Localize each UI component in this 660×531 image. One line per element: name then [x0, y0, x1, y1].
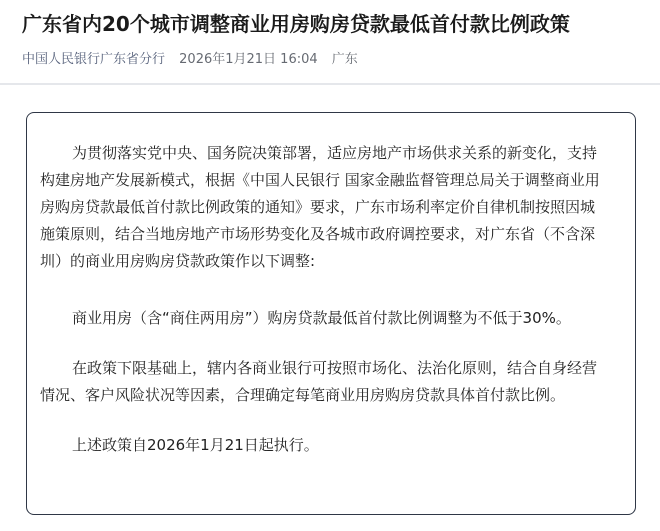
notice-paragraph: 上述政策自2026年1月21日起执行。: [72, 436, 319, 454]
article-meta: [22, 50, 368, 70]
article-location: 广东: [331, 52, 358, 67]
notice-paragraph: 在政策下限基础上，辖内各商业银行可按照市场化、法治化原则，结合自身经营情况、客户风险状况等因素，合理确定每笔商业用房购房贷款具体首付款比例。: [40, 359, 598, 404]
article-title: 广东省内20个城市调整商业用房购房贷款最低首付款比例政策: [22, 12, 570, 36]
article-source[interactable]: 中国人民银行广东省分行: [22, 52, 166, 67]
notice-paragraph: 商业用房（含“商住两用房”）购房贷款最低首付款比例调整为不低于30%。: [72, 309, 571, 327]
header-divider: [0, 83, 660, 85]
article-datetime: 2026年1月21日 16:04: [179, 52, 318, 67]
notice-paragraph: 为贯彻落实党中央、国务院决策部署，适应房地产市场供求关系的新变化，支持构建房地产发展新模式，根据《中国人民银行 国家金融监督管理总局关于调整商业用房购房贷款最低首付款比例政策的通知》要求，广东市场利率定价自律机制按照因城施策原则，结合当地房地产市场形势变化及各城市政府调控要求，对广东省（不含深圳）的商业用房购房贷款政策作以下调整:: [40, 144, 600, 270]
